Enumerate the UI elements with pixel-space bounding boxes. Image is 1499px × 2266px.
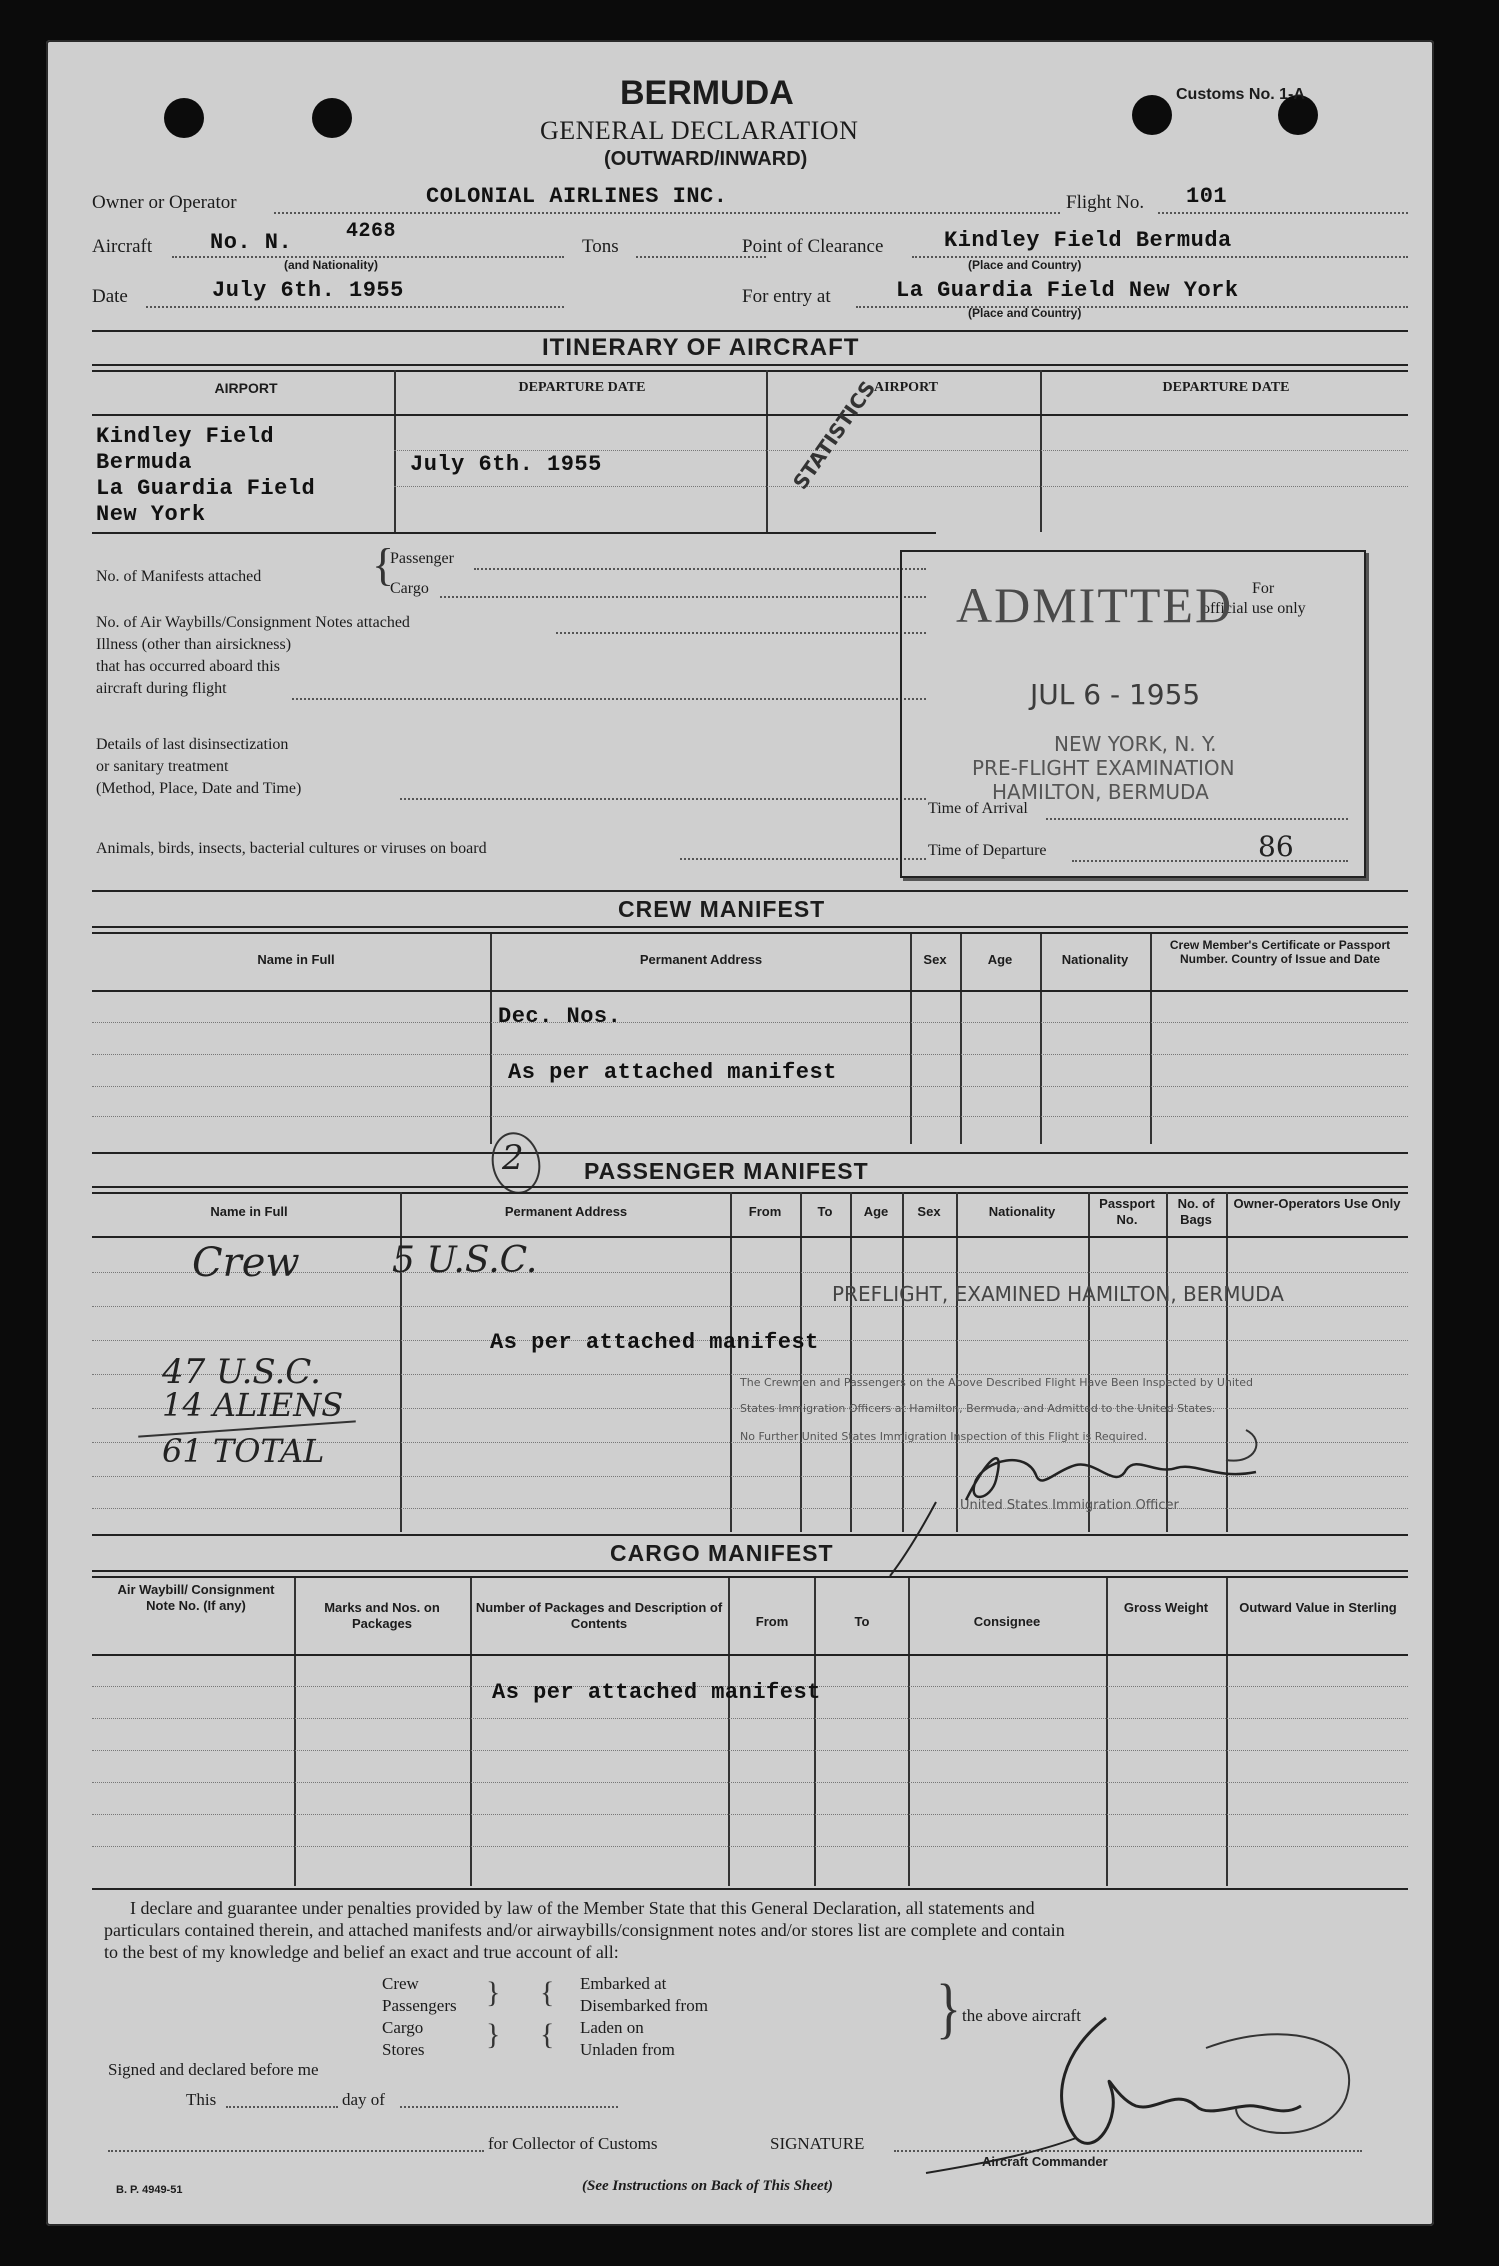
itinerary-col-departure-2: DEPARTURE DATE (1162, 380, 1290, 395)
crew-attached: As per attached manifest (508, 1060, 837, 1085)
brace: { (540, 2018, 555, 2051)
passenger-col-address: Permanent Address (504, 1204, 628, 1219)
clearance-label: Point of Clearance (742, 236, 884, 257)
itinerary-airport-line-2: Bermuda (96, 450, 192, 475)
illness-line-3: aircraft during flight (96, 680, 227, 697)
hand-61-total: 61 TOTAL (162, 1432, 325, 1470)
brace: { (540, 1976, 555, 2009)
passenger-col-age: Age (863, 1204, 889, 1219)
decl-above-aircraft: the above aircraft (962, 2006, 1081, 2025)
brace: } (486, 2018, 501, 2051)
animals-label: Animals, birds, insects, bacterial cultures or viruses on board (96, 840, 487, 857)
admitted-exam: PRE-FLIGHT EXAMINATION (972, 756, 1235, 780)
inspection-stamp-line-2: States Immigration Officers at Hamilton, Bermuda, and Admitted to the United States. (740, 1402, 1216, 1415)
passenger-col-bags: No. of Bags (1177, 1196, 1215, 1227)
aircraft-sub: (and Nationality) (284, 258, 379, 272)
declaration-sheet (46, 40, 1434, 2226)
form-code: B. P. 4949-51 (116, 2184, 183, 2196)
passenger-col-nationality: Nationality (988, 1204, 1056, 1219)
punch-hole (1132, 95, 1172, 135)
passenger-title: PASSENGER MANIFEST (584, 1158, 869, 1184)
flight-value: 101 (1186, 184, 1228, 209)
date-value: July 6th. 1955 (212, 278, 404, 303)
official-for: For (1252, 580, 1275, 597)
punch-hole (312, 98, 352, 138)
itinerary-airport-line-4: New York (96, 502, 206, 527)
officer-signature-tail (886, 1500, 946, 1580)
decl-passengers: Passengers (382, 1996, 457, 2015)
decl-instructions: (See Instructions on Back of This Sheet) (582, 2178, 833, 2194)
cargo-col-weight: Gross Weight (1123, 1600, 1209, 1615)
arrival-label: Time of Arrival (928, 800, 1028, 817)
crew-col-name: Name in Full (257, 952, 335, 967)
hand-14-aliens: 14 ALIENS (162, 1386, 344, 1424)
departure-value: 86 (1258, 830, 1294, 863)
decl-unladen: Unladen from (580, 2040, 675, 2059)
crew-col-age: Age (987, 952, 1013, 967)
itinerary-airport-line-3: La Guardia Field (96, 476, 316, 501)
admitted-stamp: ADMITTED (956, 577, 1234, 633)
decl-crew: Crew (382, 1974, 419, 1993)
circled-number: 2 (502, 1138, 524, 1178)
crew-col-certificate: Crew Member's Certificate or Passport Number. Country of Issue and Date (1169, 938, 1391, 966)
brace: } (486, 1976, 501, 2009)
form-title: BERMUDA (620, 74, 794, 112)
decl-collector: for Collector of Customs (488, 2134, 658, 2153)
decl-this: This (186, 2090, 217, 2109)
cargo-col-packages: Number of Packages and Description of Contents (475, 1600, 723, 1631)
waybills-label: No. of Air Waybills/Consignment Notes attached (96, 614, 410, 631)
commander-signature (906, 1988, 1376, 2178)
itinerary-col-airport-1: AIRPORT (214, 380, 278, 396)
passenger-col-passport: Passport No. (1099, 1196, 1155, 1227)
owner-label: Owner or Operator (92, 192, 237, 213)
form-number: Customs No. 1-A (1176, 86, 1305, 103)
statistics-stamp: STATISTICS (788, 376, 881, 494)
cargo-col-from: From (755, 1614, 789, 1629)
aircraft-value: No. N. (210, 230, 293, 255)
illness-line-2: that has occurred aboard this (96, 658, 280, 675)
hand-47-usc: 47 U.S.C. (162, 1352, 321, 1392)
flight-label: Flight No. (1066, 192, 1145, 213)
passenger-col-owner: Owner-Operators Use Only (1233, 1196, 1401, 1211)
admitted-city: NEW YORK, N. Y. (1054, 732, 1217, 756)
declaration-line-3: to the best of my knowledge and belief an exact and true account of all: (104, 1942, 619, 1962)
itinerary-departure-date: July 6th. 1955 (410, 452, 602, 477)
preflight-stamp: PREFLIGHT, EXAMINED HAMILTON, BERMUDA (832, 1282, 1284, 1306)
cargo-col-consignee: Consignee (973, 1614, 1041, 1629)
manifests-passenger: Passenger (390, 550, 454, 567)
cargo-title: CARGO MANIFEST (610, 1540, 834, 1566)
clearance-value: Kindley Field Bermuda (944, 228, 1232, 253)
itinerary-col-airport-2: AIRPORT (873, 380, 939, 395)
passenger-col-from: From (748, 1204, 782, 1219)
tons-label: Tons (582, 236, 619, 257)
admitted-date: JUL 6 - 1955 (1030, 678, 1201, 711)
itinerary-col-departure-1: DEPARTURE DATE (518, 380, 646, 395)
disinsect-line-1: Details of last disinsectization (96, 736, 289, 753)
departure-label: Time of Departure (928, 842, 1047, 859)
passenger-col-name: Name in Full (210, 1204, 288, 1219)
clearance-sub: (Place and Country) (968, 258, 1082, 272)
inspection-stamp-line-3: No Further United States Immigration Inspection of this Flight is Required. (740, 1430, 1148, 1443)
crew-col-sex: Sex (923, 952, 947, 967)
form-subtitle: GENERAL DECLARATION (540, 116, 859, 145)
itinerary-airport-line-1: Kindley Field (96, 424, 275, 449)
decl-laden: Laden on (580, 2018, 644, 2037)
officer-signature (926, 1420, 1316, 1510)
cargo-col-marks: Marks and Nos. on Packages (324, 1600, 440, 1631)
disinsect-line-2: or sanitary treatment (96, 758, 229, 775)
passenger-col-to: To (817, 1204, 833, 1219)
cargo-col-to: To (854, 1614, 870, 1629)
crew-dec-nos: Dec. Nos. (498, 1004, 622, 1029)
aircraft-number: 4268 (346, 220, 397, 243)
cargo-col-waybill: Air Waybill/ Consignment Note No. (If any) (117, 1582, 275, 1613)
decl-disembarked: Disembarked from (580, 1996, 708, 2015)
owner-value: COLONIAL AIRLINES INC. (426, 184, 728, 209)
cargo-attached: As per attached manifest (492, 1680, 821, 1705)
passenger-col-sex: Sex (917, 1204, 941, 1219)
itinerary-title: ITINERARY OF AIRCRAFT (542, 334, 860, 361)
decl-signed: Signed and declared before me (108, 2060, 319, 2079)
inspection-stamp-line-1: The Crewmen and Passengers on the Above Described Flight Have Been Inspected by United (740, 1376, 1253, 1389)
official-use: official use only (1202, 600, 1306, 617)
decl-signature-label: SIGNATURE (770, 2134, 865, 2153)
entry-label: For entry at (742, 286, 831, 307)
decl-cargo: Cargo (382, 2018, 424, 2037)
passenger-attached: As per attached manifest (490, 1330, 819, 1355)
entry-sub: (Place and Country) (968, 306, 1082, 320)
declaration-line-2: particulars contained therein, and attached manifests and/or airwaybills/consignment notes and/or stores list are complete and contain (104, 1920, 1065, 1940)
manifests-cargo: Cargo (390, 580, 429, 597)
hand-usc: 5 U.S.C. (392, 1240, 538, 1281)
brace: } (936, 1972, 961, 2047)
disinsect-line-3: (Method, Place, Date and Time) (96, 780, 302, 797)
decl-commander: Aircraft Commander (982, 2154, 1108, 2169)
aircraft-label: Aircraft (92, 236, 153, 257)
decl-embarked: Embarked at (580, 1974, 667, 1993)
entry-value: La Guardia Field New York (896, 278, 1239, 303)
declaration-line-1: I declare and guarantee under penalties provided by law of the Member State that this General Declaration, all statements and (130, 1898, 1035, 1918)
illness-line-1: Illness (other than airsickness) (96, 636, 292, 653)
decl-dayof: day of (342, 2090, 385, 2109)
crew-col-address: Permanent Address (639, 952, 763, 967)
brace: { (372, 539, 395, 590)
manifests-label: No. of Manifests attached (96, 568, 262, 585)
hand-crew: Crew (192, 1240, 300, 1286)
immigration-officer: United States Immigration Officer (960, 1498, 1179, 1513)
date-label: Date (92, 286, 128, 307)
punch-hole (164, 98, 204, 138)
decl-stores: Stores (382, 2040, 425, 2059)
cargo-col-value: Outward Value in Sterling (1239, 1600, 1397, 1615)
crew-title: CREW MANIFEST (618, 896, 826, 922)
admitted-place: HAMILTON, BERMUDA (992, 780, 1209, 804)
form-direction: (OUTWARD/INWARD) (604, 148, 808, 170)
crew-col-nationality: Nationality (1061, 952, 1129, 967)
